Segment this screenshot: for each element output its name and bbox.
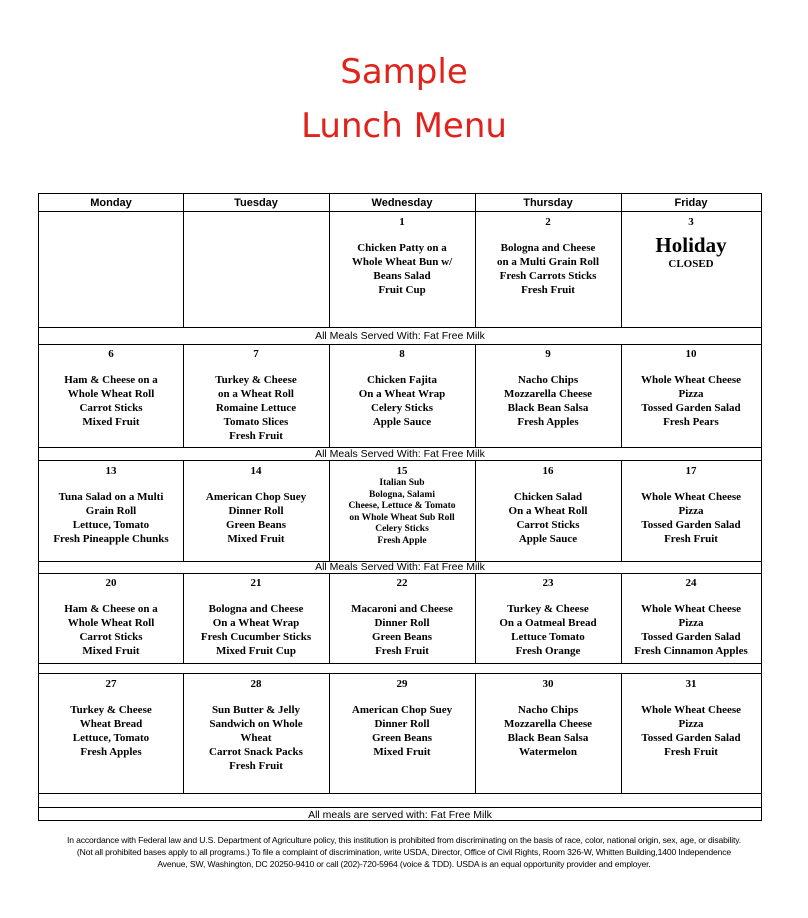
milk-note: All Meals Served With: Fat Free Milk (315, 561, 485, 573)
menu-item: Lettuce, Tomato (72, 732, 150, 744)
day-number: 17 (685, 465, 697, 477)
menu-item: Wheat Bread (79, 718, 143, 730)
menu-item: American Chop Suey (205, 491, 307, 503)
menu-item: Turkey & Cheese (70, 704, 152, 716)
menu-item: on a Multi Grain Roll (496, 256, 600, 268)
day-number: 28 (250, 678, 262, 690)
holiday-subtitle: CLOSED (668, 258, 714, 270)
menu-item: Ham & Cheese on a (64, 603, 158, 615)
day-number: 23 (542, 577, 554, 589)
menu-item: Chicken Patty on a (357, 242, 447, 254)
menu-item: Fresh Carrots Sticks (499, 270, 597, 282)
menu-item: Wheat (240, 732, 272, 744)
menu-item: Fresh Cinnamon Apples (634, 645, 748, 657)
menu-item: Bologna, Salami (369, 489, 435, 500)
menu-item: Fresh Apples (517, 416, 579, 428)
menu-item: Bologna and Cheese (500, 242, 596, 254)
day-number: 9 (545, 348, 551, 360)
menu-item: Tossed Garden Salad (641, 519, 741, 531)
menu-item: Lettuce, Tomato (72, 519, 150, 531)
milk-note: All Meals Served With: Fat Free Milk (315, 330, 485, 342)
menu-item: Chicken Fajita (367, 374, 437, 386)
menu-item: Mixed Fruit (227, 533, 285, 545)
menu-item: Tomato Slices (223, 416, 289, 428)
menu-item: Whole Wheat Cheese (640, 374, 741, 386)
menu-cell (329, 464, 475, 547)
header-wednesday: Wednesday (371, 197, 433, 209)
header-monday: Monday (90, 197, 132, 209)
menu-item: Nacho Chips (517, 374, 579, 386)
day-number: 7 (253, 348, 259, 360)
menu-item: Fresh Fruit (375, 645, 429, 657)
menu-item: Fresh Fruit (664, 533, 718, 545)
bottom-milk-note: All meals are served with: Fat Free Milk (308, 809, 492, 821)
menu-item: Whole Wheat Roll (67, 388, 155, 400)
menu-item: Carrot Sticks (516, 519, 580, 531)
day-number: 20 (105, 577, 117, 589)
menu-cell (183, 464, 329, 546)
menu-item: Cheese, Lettuce & Tomato (348, 501, 456, 511)
menu-item: Fresh Cucumber Sticks (200, 631, 312, 643)
menu-item: Nacho Chips (517, 704, 579, 716)
menu-cell (621, 464, 761, 546)
menu-item: Fresh Fruit (521, 284, 575, 296)
menu-item: Dinner Roll (374, 718, 430, 730)
menu-item: on a Wheat Roll (218, 388, 294, 400)
menu-item: Green Beans (226, 519, 286, 531)
day-number: 24 (685, 577, 697, 589)
menu-item: Fresh Pears (663, 416, 719, 428)
holiday-title: Holiday (655, 233, 727, 257)
menu-item: Fresh Fruit (229, 430, 283, 442)
page-title-line1: Sample (340, 52, 468, 92)
day-number: 3 (688, 216, 694, 228)
day-number: 8 (399, 348, 405, 360)
menu-item: Green Beans (372, 631, 432, 643)
menu-item: Fresh Pineapple Chunks (53, 533, 169, 545)
menu-cell (621, 347, 761, 429)
menu-cell (475, 576, 621, 658)
menu-item: Watermelon (518, 746, 578, 758)
menu-item: on Whole Wheat Sub Roll (349, 512, 455, 523)
menu-item: Carrot Snack Packs (209, 746, 303, 758)
menu-cell (475, 347, 621, 429)
menu-item: Mozzarella Cheese (503, 388, 593, 400)
header-friday: Friday (674, 197, 708, 209)
menu-item: Mixed Fruit (373, 746, 431, 758)
menu-item: Fruit Cup (378, 284, 426, 296)
milk-note: All Meals Served With: Fat Free Milk (315, 448, 485, 460)
menu-item: Celery Sticks (375, 524, 429, 534)
menu-cell (183, 347, 329, 443)
menu-item: Pizza (678, 617, 704, 629)
menu-cell (39, 347, 183, 429)
menu-cell (329, 347, 475, 429)
menu-item: Mozzarella Cheese (503, 718, 593, 730)
menu-item: Chicken Salad (513, 491, 583, 503)
menu-cell (329, 576, 475, 658)
menu-item: Whole Wheat Cheese (640, 704, 741, 716)
menu-item: Tossed Garden Salad (641, 732, 741, 744)
header-thursday: Thursday (523, 197, 573, 209)
holiday-cell (621, 215, 761, 271)
menu-cell (183, 576, 329, 658)
day-number: 16 (542, 465, 554, 477)
menu-item: Dinner Roll (374, 617, 430, 629)
menu-item: Apple Sauce (518, 533, 578, 545)
menu-item: Celery Sticks (370, 402, 433, 414)
menu-item: On a Oatmeal Bread (499, 617, 597, 629)
header-tuesday: Tuesday (234, 197, 278, 209)
menu-item: Whole Wheat Cheese (640, 603, 741, 615)
menu-item: Mixed Fruit (82, 416, 140, 428)
menu-item: Italian Sub (379, 478, 425, 488)
menu-item: Bologna and Cheese (208, 603, 304, 615)
menu-item: Carrot Sticks (79, 402, 143, 414)
menu-item: Apple Sauce (372, 416, 432, 428)
menu-cell (39, 576, 183, 658)
day-number: 1 (399, 216, 405, 228)
menu-cell (475, 215, 621, 297)
day-number: 22 (396, 577, 408, 589)
day-number: 6 (108, 348, 114, 360)
menu-item: Sun Butter & Jelly (211, 704, 301, 716)
menu-item: Whole Wheat Cheese (640, 491, 741, 503)
day-number: 10 (685, 348, 697, 360)
menu-item: Romaine Lettuce (215, 402, 297, 414)
day-number: 27 (105, 678, 117, 690)
menu-cell (329, 677, 475, 759)
menu-item: Fresh Apple (377, 535, 427, 546)
menu-item: Green Beans (372, 732, 432, 744)
menu-cell (39, 677, 183, 759)
menu-item: Ham & Cheese on a (64, 374, 158, 386)
menu-item: American Chop Suey (351, 704, 453, 716)
footer-line: (Not all prohibited bases apply to all programs.) To file a complaint of discrimination, write USDA, Director, Office of Civil Rights, Room 326-W, Whitten Building,1400 Independence (76, 847, 732, 857)
menu-item: Fresh Orange (515, 645, 581, 657)
day-number: 29 (396, 678, 408, 690)
menu-item: Grain Roll (85, 505, 137, 517)
menu-item: Pizza (678, 718, 704, 730)
menu-item: Mixed Fruit Cup (215, 645, 297, 657)
menu-cell (329, 215, 475, 297)
menu-item: On a Wheat Roll (508, 505, 588, 517)
menu-item: Macaroni and Cheese (351, 603, 453, 615)
footer-line: Avenue, SW, Washington, DC 20250-9410 or call (202)-720-5964 (voice & TDD). USDA is an equal opportunity provider and employer. (157, 859, 651, 869)
menu-item: Tossed Garden Salad (641, 402, 741, 414)
menu-item: On a Wheat Wrap (358, 388, 446, 400)
day-number: 31 (685, 678, 697, 690)
day-number: 21 (250, 577, 262, 589)
menu-item: Fresh Fruit (229, 760, 283, 772)
menu-item: Beans Salad (373, 270, 431, 282)
menu-cell (39, 464, 183, 546)
menu-item: Dinner Roll (228, 505, 284, 517)
menu-cell (475, 464, 621, 546)
menu-item: Pizza (678, 505, 704, 517)
day-number: 14 (250, 465, 262, 477)
menu-item: Black Bean Salsa (507, 732, 589, 744)
menu-cell (183, 677, 329, 773)
menu-item: Tossed Garden Salad (641, 631, 741, 643)
menu-item: Turkey & Cheese (507, 603, 589, 615)
menu-item: Black Bean Salsa (507, 402, 589, 414)
menu-item: Whole Wheat Bun w/ (351, 256, 453, 268)
day-number: 2 (545, 216, 551, 228)
menu-item: Lettuce Tomato (511, 631, 585, 643)
menu-item: Fresh Fruit (664, 746, 718, 758)
menu-item: On a Wheat Wrap (212, 617, 300, 629)
menu-item: Pizza (678, 388, 704, 400)
menu-cell (475, 677, 621, 759)
menu-cell (621, 576, 761, 658)
menu-item: Fresh Apples (80, 746, 142, 758)
menu-item: Turkey & Cheese (215, 374, 297, 386)
footer-line: In accordance with Federal law and U.S. Department of Agriculture policy, this institution is prohibited from discriminating on the basis of race, color, national origin, sex, age, or disability. (66, 835, 742, 845)
day-number: 13 (105, 465, 117, 477)
nondiscrimination-statement (30, 834, 778, 870)
menu-item: Sandwich on Whole (209, 718, 303, 730)
day-number: 30 (542, 678, 554, 690)
menu-item: Mixed Fruit (82, 645, 140, 657)
menu-item: Carrot Sticks (79, 631, 143, 643)
menu-cell (621, 677, 761, 759)
menu-calendar (38, 193, 762, 821)
page-title-line2: Lunch Menu (301, 106, 507, 146)
menu-item: Whole Wheat Roll (67, 617, 155, 629)
day-number: 15 (396, 465, 408, 477)
menu-item: Tuna Salad on a Multi (58, 491, 164, 503)
